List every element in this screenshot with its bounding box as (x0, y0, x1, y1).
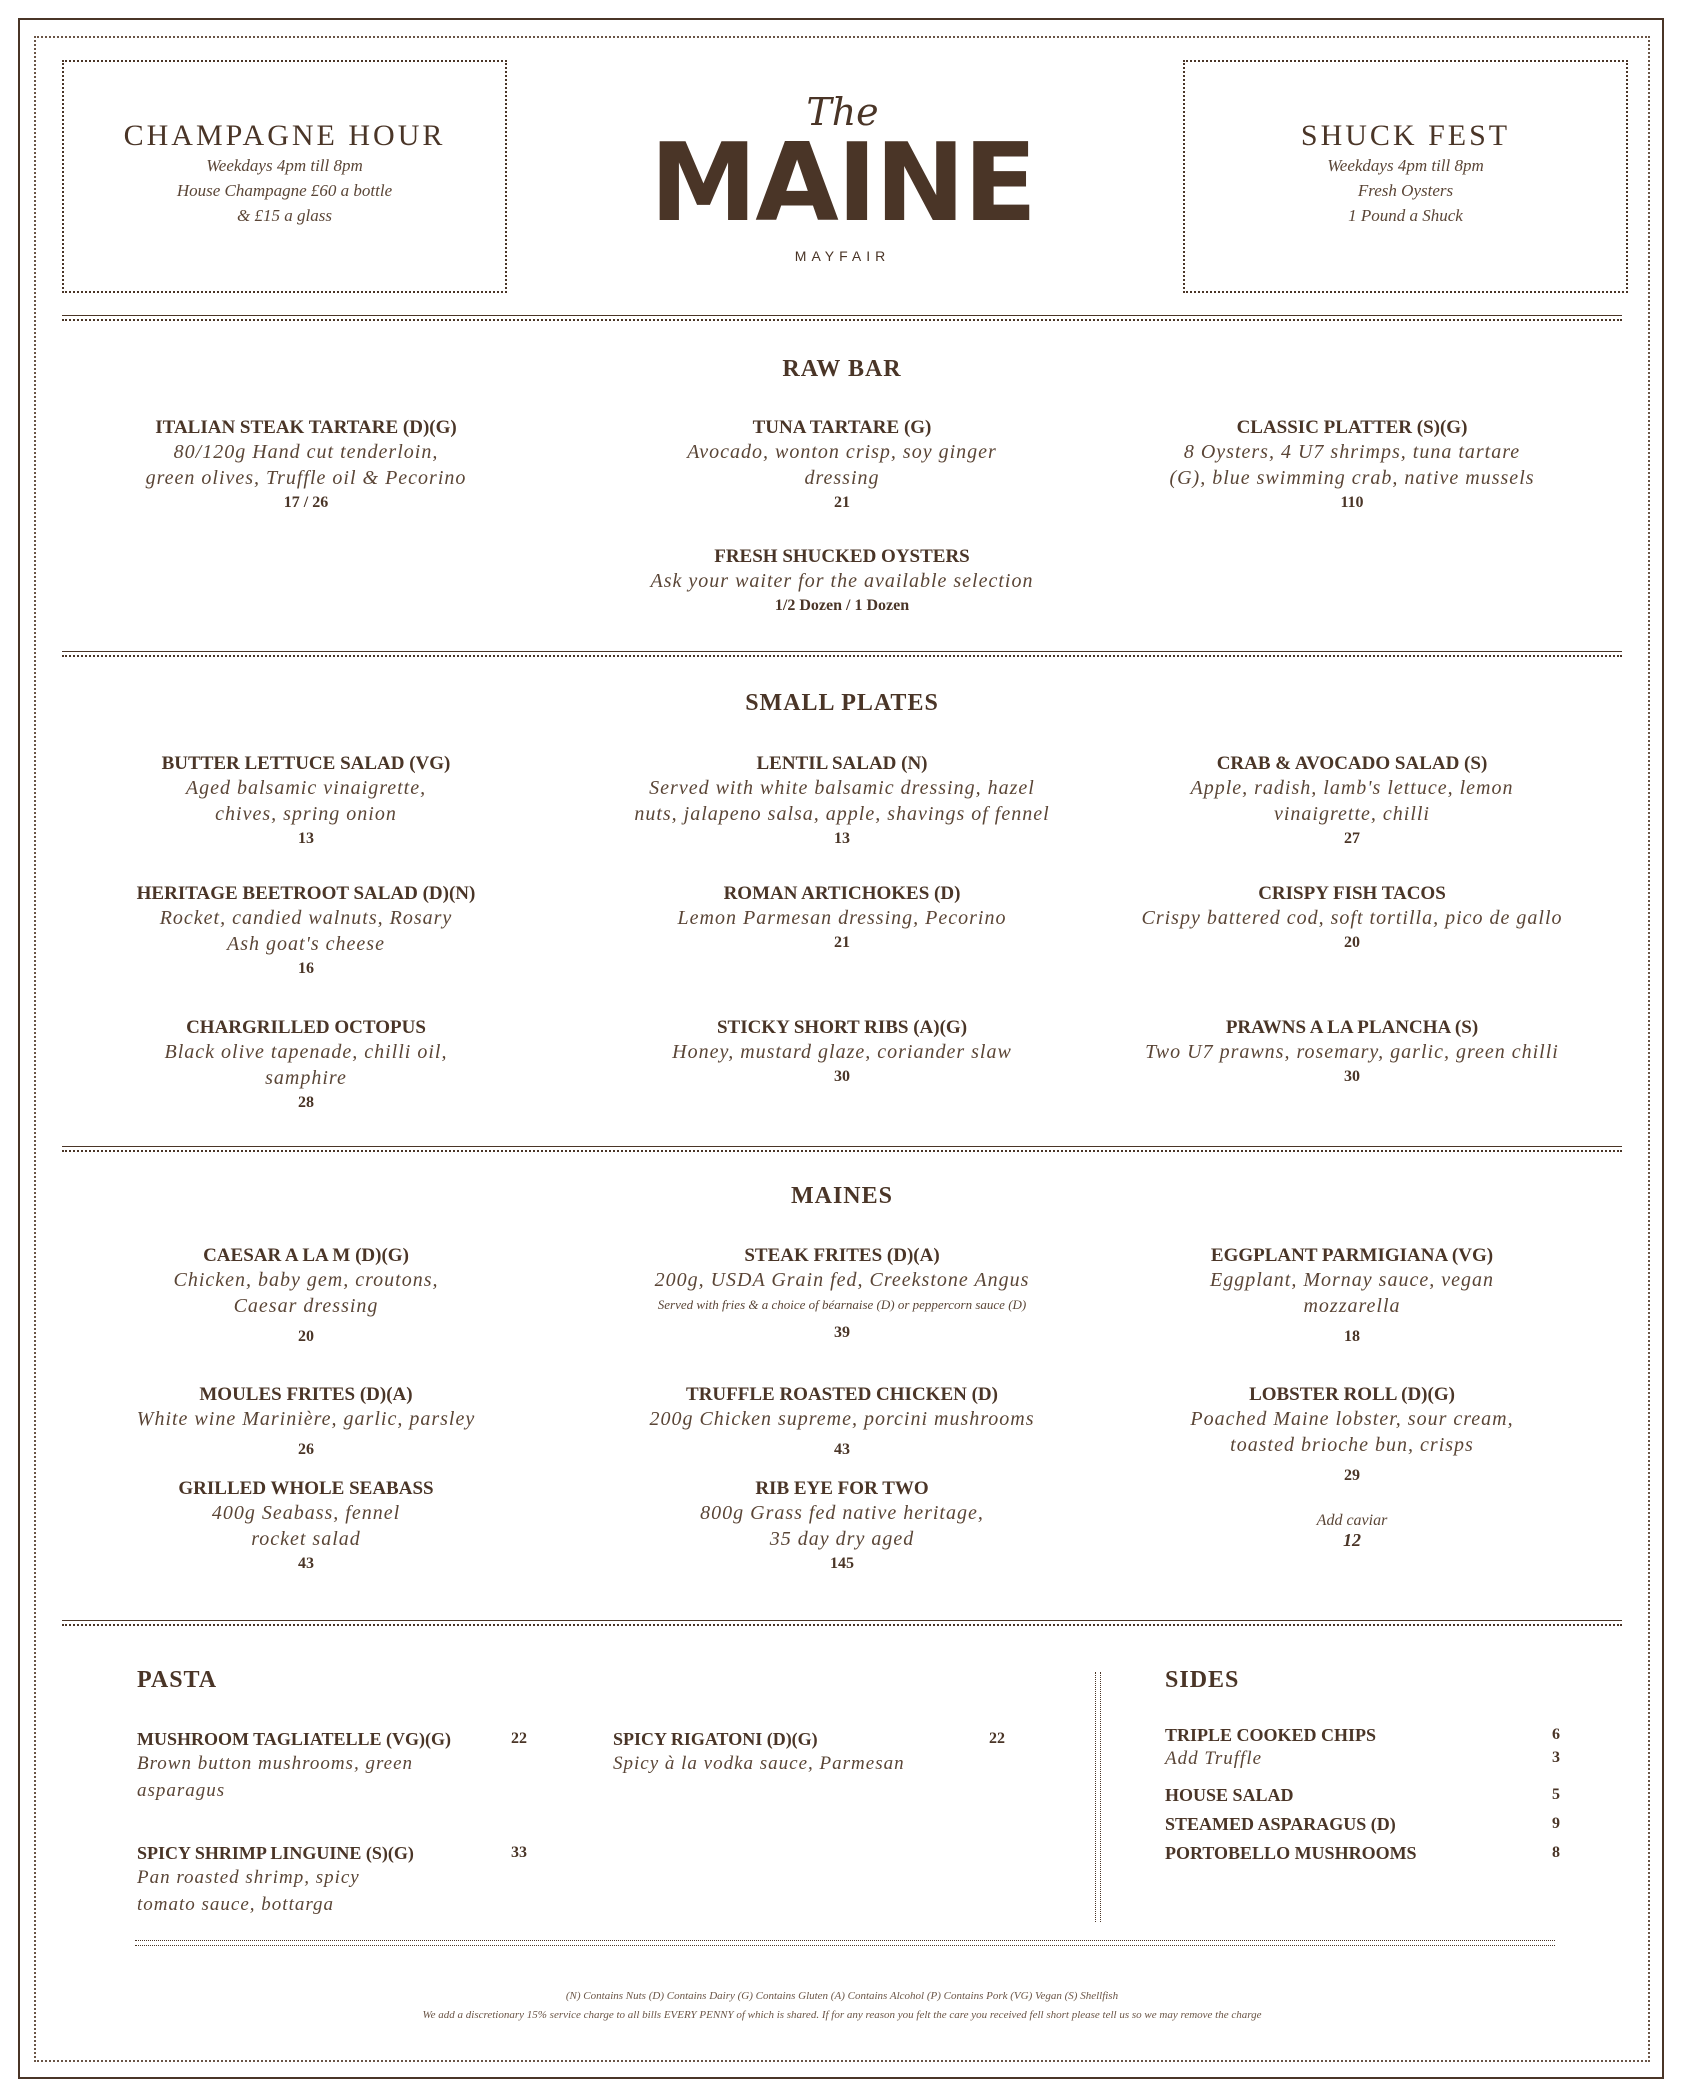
item-desc: 8 Oysters, 4 U7 shrimps, tuna tartare (1183, 441, 1521, 463)
item-name: RIB EYE FOR TWO (755, 1478, 929, 1499)
item-price: 9 (1552, 1815, 1560, 1832)
item-desc: tomato sauce, bottarga (137, 1894, 335, 1915)
item-desc: 800g Grass fed native heritage, (700, 1502, 984, 1524)
item-price: 26 (298, 1441, 314, 1458)
item-desc: 400g Seabass, fennel (211, 1502, 401, 1524)
promo-line: & £15 a glass (237, 206, 332, 225)
menu-item (1122, 1017, 1582, 1089)
item-desc: green olives, Truffle oil & Pecorino (145, 467, 467, 489)
item-name: TUNA TARTARE (G) (752, 417, 932, 438)
item-desc: samphire (265, 1067, 347, 1089)
menu-item (76, 417, 536, 515)
side-item (1165, 1841, 1560, 1865)
item-price: 30 (1344, 1068, 1360, 1085)
item-price: 145 (830, 1555, 854, 1572)
menu-item (1122, 417, 1582, 515)
promo-shuck-fest (1183, 60, 1628, 293)
section-divider (62, 1146, 1622, 1152)
item-price: 21 (834, 494, 850, 511)
promo-title: CHAMPAGNE HOUR (123, 119, 446, 152)
menu-item (597, 1245, 1087, 1345)
menu-item (612, 546, 1072, 618)
item-name: HERITAGE BEETROOT SALAD (D)(N) (136, 883, 476, 904)
section-title-sides: SIDES (1165, 1667, 1240, 1693)
logo-the: The (806, 90, 879, 134)
section-title-pasta: PASTA (137, 1667, 218, 1693)
caviar-price: 12 (1343, 1530, 1361, 1550)
item-name: FRESH SHUCKED OYSTERS (714, 546, 970, 567)
item-desc: Chicken, baby gem, croutons, (173, 1269, 439, 1291)
item-note: Served with fries & a choice of béarnaise (D) or peppercorn sauce (D) (657, 1297, 1027, 1312)
item-price: 20 (298, 1328, 314, 1345)
item-price: 110 (1340, 494, 1364, 511)
item-desc: asparagus (137, 1780, 226, 1801)
menu-item (612, 883, 1072, 955)
item-price: 13 (298, 830, 314, 847)
item-price: 6 (1552, 1726, 1560, 1743)
item-name: GRILLED WHOLE SEABASS (178, 1478, 434, 1499)
bottom-divider (135, 1940, 1555, 1946)
side-item (1165, 1812, 1560, 1836)
section-title-raw-bar: RAW BAR (782, 356, 902, 382)
menu-item (76, 1017, 536, 1115)
item-desc: mozzarella (1303, 1295, 1401, 1317)
item-name: CAESAR A LA M (D)(G) (203, 1245, 409, 1266)
item-price: 22 (989, 1730, 1005, 1747)
item-price: 5 (1552, 1786, 1560, 1803)
item-name: CHARGRILLED OCTOPUS (186, 1017, 426, 1038)
item-desc: Ash goat's cheese (227, 933, 385, 955)
item-desc: Pan roasted shrimp, spicy (137, 1867, 360, 1888)
promo-title: SHUCK FEST (1300, 119, 1511, 152)
section-divider (62, 651, 1622, 657)
item-desc: dressing (804, 467, 880, 489)
item-desc: Apple, radish, lamb's lettuce, lemon (1190, 777, 1514, 799)
item-desc: 200g Chicken supreme, porcini mushrooms (649, 1408, 1035, 1430)
item-price: 27 (1344, 830, 1360, 847)
item-name: CRISPY FISH TACOS (1258, 883, 1446, 904)
item-desc: chives, spring onion (215, 803, 397, 825)
item-price: 20 (1344, 934, 1360, 951)
item-name: SPICY SHRIMP LINGUINE (S)(G) (137, 1843, 414, 1863)
side-item-addon (1165, 1746, 1560, 1772)
section-title-maines: MAINES (790, 1183, 893, 1209)
pasta-item (137, 1842, 537, 1918)
item-desc: Caesar dressing (233, 1295, 379, 1317)
item-price: 3 (1552, 1749, 1560, 1766)
caviar-label: Add caviar (1316, 1512, 1388, 1529)
side-item (1165, 1783, 1560, 1807)
item-name: CLASSIC PLATTER (S)(G) (1236, 417, 1468, 438)
item-price: 22 (511, 1730, 527, 1747)
item-name: HOUSE SALAD (1165, 1785, 1294, 1805)
item-addon: Add Truffle (1165, 1748, 1263, 1769)
section-divider (62, 1620, 1622, 1626)
item-desc: Avocado, wonton crisp, soy ginger (687, 441, 997, 463)
item-name: STEAMED ASPARAGUS (D) (1165, 1814, 1396, 1834)
item-desc: rocket salad (251, 1528, 361, 1550)
item-name: BUTTER LETTUCE SALAD (VG) (161, 753, 451, 774)
pasta-item (137, 1728, 537, 1804)
item-desc: Crispy battered cod, soft tortilla, pico de gallo (1141, 907, 1563, 929)
item-name: PORTOBELLO MUSHROOMS (1165, 1843, 1417, 1863)
menu-item (612, 1017, 1072, 1089)
menu-item (76, 1245, 536, 1349)
item-price: 8 (1552, 1844, 1560, 1861)
menu-item (76, 1384, 536, 1462)
item-desc: Served with white balsamic dressing, hazel (649, 777, 1035, 799)
promo-line: Weekdays 4pm till 8pm (206, 156, 363, 175)
item-name: LENTIL SALAD (N) (756, 753, 928, 774)
item-desc: 200g, USDA Grain fed, Creekstone Angus (654, 1269, 1030, 1291)
side-item (1165, 1723, 1560, 1747)
logo (640, 92, 1045, 264)
menu-item (612, 1478, 1072, 1576)
item-price: 16 (298, 960, 314, 977)
item-name: SPICY RIGATONI (D)(G) (613, 1729, 818, 1749)
pasta-item (613, 1728, 1013, 1777)
menu-item (612, 753, 1072, 851)
item-name: STICKY SHORT RIBS (A)(G) (716, 1017, 968, 1038)
item-desc: Black olive tapenade, chilli oil, (164, 1041, 448, 1063)
item-name: STEAK FRITES (D)(A) (744, 1245, 940, 1266)
item-price: 18 (1344, 1328, 1360, 1345)
item-price: 17 / 26 (283, 494, 329, 511)
item-price: 1/2 Dozen / 1 Dozen (774, 597, 910, 614)
item-desc: Eggplant, Mornay sauce, vegan (1210, 1269, 1494, 1291)
allergen-legend: (N) Contains Nuts (D) Contains Dairy (G) Contains Gluten (A) Contains Alcohol (P) Contains Pork (VG) Vegan (S) Shellfish (565, 1990, 1119, 2002)
item-desc: 35 day dry aged (769, 1528, 915, 1550)
item-desc: Spicy à la vodka sauce, Parmesan (613, 1753, 905, 1774)
item-name: CRAB & AVOCADO SALAD (S) (1216, 753, 1488, 774)
item-price: 21 (834, 934, 850, 951)
section-title-small-plates: SMALL PLATES (745, 690, 939, 716)
item-name: MUSHROOM TAGLIATELLE (VG)(G) (137, 1729, 452, 1749)
promo-line: House Champagne £60 a bottle (176, 181, 393, 200)
item-price: 28 (298, 1094, 314, 1111)
item-name: LOBSTER ROLL (D)(G) (1249, 1384, 1455, 1405)
logo-name: MAINE (649, 121, 1036, 246)
menu-item (612, 417, 1072, 515)
item-name: EGGPLANT PARMIGIANA (VG) (1210, 1245, 1494, 1266)
item-desc: Brown button mushrooms, green (137, 1753, 413, 1774)
item-name: ITALIAN STEAK TARTARE (D)(G) (155, 417, 457, 438)
item-price: 43 (834, 1441, 850, 1458)
item-name: TRIPLE COOKED CHIPS (1165, 1725, 1377, 1745)
add-caviar (1122, 1512, 1582, 1551)
menu-item (1122, 753, 1582, 851)
promo-line: Fresh Oysters (1357, 181, 1454, 200)
item-price: 33 (511, 1844, 527, 1861)
item-price: 43 (298, 1555, 314, 1572)
item-desc: vinaigrette, chilli (1273, 803, 1430, 825)
item-desc: Lemon Parmesan dressing, Pecorino (677, 907, 1007, 929)
section-divider (62, 315, 1622, 321)
item-price: 13 (834, 830, 850, 847)
item-price: 39 (834, 1324, 850, 1341)
service-charge-note: We add a discretionary 15% service charge to all bills EVERY PENNY of which is shared. If for any reason you felt the care you received fell short please tell us so we may remove the charge (422, 2009, 1262, 2021)
item-desc: 80/120g Hand cut tenderloin, (173, 441, 439, 463)
menu-item (1122, 1384, 1582, 1488)
menu-item (76, 883, 536, 981)
menu-item (76, 753, 536, 851)
promo-champagne-hour (62, 60, 507, 293)
item-desc: Two U7 prawns, rosemary, garlic, green chilli (1145, 1041, 1559, 1063)
item-name: TRUFFLE ROASTED CHICKEN (D) (686, 1384, 998, 1405)
item-name: ROMAN ARTICHOKES (D) (723, 883, 961, 904)
menu-item (1122, 883, 1582, 955)
item-desc: nuts, jalapeno salsa, apple, shavings of fennel (634, 803, 1050, 825)
item-desc: toasted brioche bun, crisps (1230, 1434, 1474, 1456)
promo-line: 1 Pound a Shuck (1348, 206, 1463, 225)
menu-item (1122, 1245, 1582, 1349)
item-desc: Rocket, candied walnuts, Rosary (159, 907, 453, 929)
item-desc: White wine Marinière, garlic, parsley (136, 1408, 476, 1430)
item-desc: Poached Maine lobster, sour cream, (1190, 1408, 1514, 1430)
item-desc: Aged balsamic vinaigrette, (185, 777, 427, 799)
vertical-divider (1095, 1672, 1101, 1922)
menu-item (612, 1384, 1072, 1462)
promo-line: Weekdays 4pm till 8pm (1327, 156, 1484, 175)
item-desc: (G), blue swimming crab, native mussels (1169, 467, 1535, 489)
item-price: 30 (834, 1068, 850, 1085)
item-desc: Honey, mustard glaze, coriander slaw (672, 1041, 1012, 1063)
item-name: MOULES FRITES (D)(A) (199, 1384, 413, 1405)
item-price: 29 (1344, 1467, 1360, 1484)
menu-item (76, 1478, 536, 1576)
item-name: PRAWNS A LA PLANCHA (S) (1225, 1017, 1479, 1038)
logo-sub: MAYFAIR (794, 248, 891, 264)
item-desc: Ask your waiter for the available selection (650, 570, 1034, 592)
